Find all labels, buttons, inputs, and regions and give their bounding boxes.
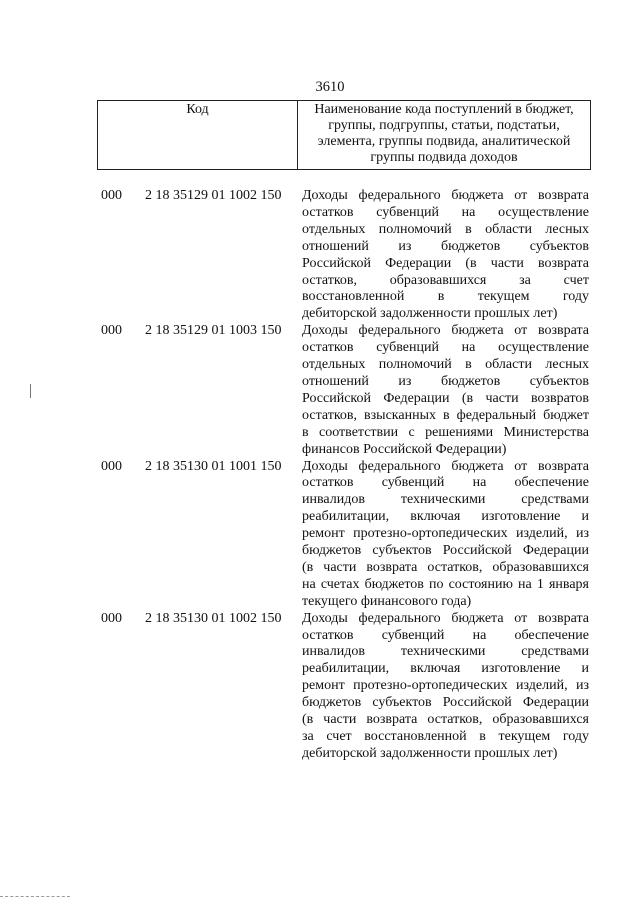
admin-code: 000 — [101, 458, 122, 474]
description-line: восстановленной в текущем году — [302, 289, 589, 305]
description-line: отношений из бюджетов субъектов — [302, 238, 589, 254]
entry-description — [302, 611, 589, 763]
header-name-line: группы, подгруппы, статьи, подстатьи, — [328, 118, 560, 133]
table-row — [0, 611, 640, 763]
entry-description — [302, 323, 589, 458]
admin-code: 000 — [101, 188, 122, 203]
description-line: инвалидов техническими средствами — [302, 492, 589, 508]
page-number: 3610 — [315, 79, 345, 95]
admin-code: 000 — [101, 610, 122, 626]
table-row — [0, 323, 640, 458]
description-line: дебиторской задолженности прошлых лет) — [302, 306, 558, 322]
description-line: Российской Федерации (в части возврата — [302, 255, 589, 271]
entry-description — [302, 188, 589, 323]
header-name-line: группы подвида доходов — [370, 150, 518, 165]
description-line: остатков субвенций на осуществление — [302, 204, 589, 220]
description-line: остатков субвенций на обеспечение — [302, 627, 589, 643]
table-header — [97, 100, 591, 170]
description-line: бюджетов субъектов Российской Федерации — [302, 543, 589, 559]
description-line: реабилитации, включая изготовление и — [302, 661, 589, 677]
description-line: дебиторской задолженности прошлых лет) — [302, 745, 558, 761]
description-line: текущего финансового года) — [302, 593, 472, 609]
description-line: остатков, образовавшихся за счет — [302, 272, 589, 288]
table-row — [0, 188, 640, 323]
budget-code: 2 18 35129 01 1003 150 — [145, 323, 282, 339]
bottom-scan-mark — [0, 896, 70, 899]
description-line: на счетах бюджетов по состоянию на 1 января — [302, 576, 589, 592]
description-line: остатков субвенций на осуществление — [302, 340, 589, 356]
table-row — [0, 459, 640, 611]
budget-code: 2 18 35130 01 1001 150 — [145, 458, 282, 474]
admin-code: 000 — [101, 323, 122, 339]
description-line: бюджетов субъектов Российской Федерации — [302, 695, 589, 711]
description-line: остатков субвенций на обеспечение — [302, 475, 589, 491]
description-line: инвалидов техническими средствами — [302, 644, 589, 660]
description-line: Российской Федерации (в части возвратов — [302, 390, 589, 406]
header-code-column: Код — [98, 101, 298, 169]
description-line: финансов Российской Федерации) — [302, 441, 507, 457]
description-line: Доходы федерального бюджета от возврата — [302, 458, 589, 474]
margin-scan-mark — [30, 384, 31, 398]
header-name-column — [298, 101, 590, 169]
header-name-line: Наименование кода поступлений в бюджет, — [314, 102, 574, 117]
entries-list — [0, 188, 640, 763]
description-line: остатков, взысканных в федеральный бюджет — [302, 407, 589, 423]
description-line: в соответствии с решениями Министерства — [302, 424, 589, 440]
description-line: отношений из бюджетов субъектов — [302, 373, 589, 389]
description-line: за счет восстановленной в текущем году — [302, 729, 589, 744]
description-line: (в части возврата остатков, образовавшихся — [302, 559, 589, 575]
header-name-line: элемента, группы подвида, аналитической — [317, 134, 571, 149]
description-line: реабилитации, включая изготовление и — [302, 509, 589, 525]
description-line: Доходы федерального бюджета от возврата — [302, 188, 589, 203]
description-line: Доходы федерального бюджета от возврата — [302, 610, 589, 626]
description-line: Доходы федерального бюджета от возврата — [302, 323, 589, 339]
description-line: отдельных полномочий в области лесных — [302, 357, 589, 373]
entry-description — [302, 459, 589, 611]
description-line: (в части возврата остатков, образовавшихся — [302, 712, 589, 728]
budget-code: 2 18 35130 01 1002 150 — [145, 610, 282, 626]
description-line: ремонт протезно-ортопедических изделий, из — [302, 526, 589, 542]
budget-code: 2 18 35129 01 1002 150 — [145, 188, 282, 203]
description-line: ремонт протезно-ортопедических изделий, из — [302, 678, 589, 694]
description-line: отдельных полномочий в области лесных — [302, 221, 589, 237]
